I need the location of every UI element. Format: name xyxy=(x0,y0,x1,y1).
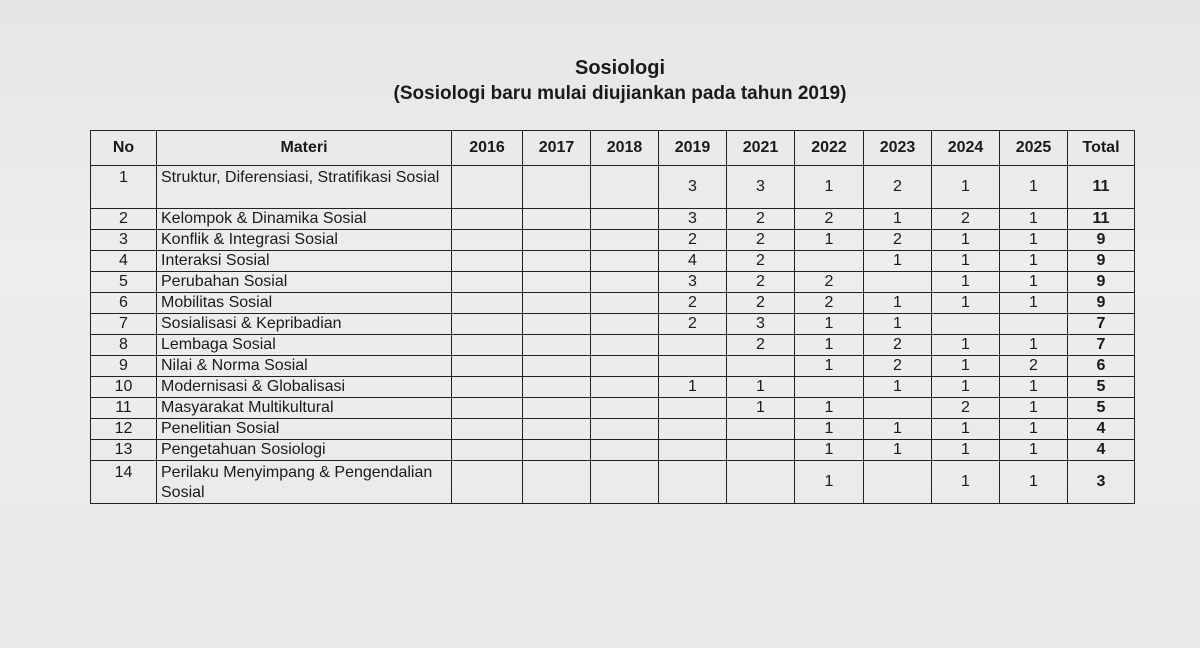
row-year-value-2025: 1 xyxy=(1000,272,1068,293)
row-total: 6 xyxy=(1068,356,1135,377)
row-year-value-2016 xyxy=(452,251,523,272)
row-year-value-2025: 1 xyxy=(1000,251,1068,272)
row-year-value-2018 xyxy=(591,230,659,251)
row-number: 10 xyxy=(91,377,157,398)
table-row xyxy=(91,335,1135,356)
row-number: 5 xyxy=(91,272,157,293)
row-year-value-2019 xyxy=(659,398,727,419)
table-row xyxy=(91,293,1135,314)
row-year-value-2022: 2 xyxy=(795,272,864,293)
row-year-value-2025: 1 xyxy=(1000,166,1068,209)
row-year-value-2018 xyxy=(591,166,659,209)
row-number: 8 xyxy=(91,335,157,356)
row-year-value-2025: 1 xyxy=(1000,398,1068,419)
row-year-value-2017 xyxy=(523,461,591,504)
row-year-value-2017 xyxy=(523,440,591,461)
page-title: Sosiologi xyxy=(575,57,665,79)
row-year-value-2018 xyxy=(591,272,659,293)
table-body xyxy=(91,166,1135,504)
row-materi: Lembaga Sosial xyxy=(157,335,452,356)
row-year-value-2016 xyxy=(452,440,523,461)
row-year-value-2022: 1 xyxy=(795,230,864,251)
row-year-value-2023: 2 xyxy=(864,356,932,377)
row-year-value-2018 xyxy=(591,440,659,461)
row-number: 6 xyxy=(91,293,157,314)
row-year-value-2024: 1 xyxy=(932,419,1000,440)
row-total: 9 xyxy=(1068,251,1135,272)
row-materi: Nilai & Norma Sosial xyxy=(157,356,452,377)
header-2016: 2016 xyxy=(452,131,523,166)
row-year-value-2023: 1 xyxy=(864,251,932,272)
row-year-value-2016 xyxy=(452,209,523,230)
header-2024: 2024 xyxy=(932,131,1000,166)
row-year-value-2022 xyxy=(795,251,864,272)
row-year-value-2023: 2 xyxy=(864,230,932,251)
row-year-value-2022: 1 xyxy=(795,314,864,335)
row-year-value-2019 xyxy=(659,356,727,377)
row-year-value-2021: 2 xyxy=(727,272,795,293)
header-materi: Materi xyxy=(157,131,452,166)
row-year-value-2023: 2 xyxy=(864,335,932,356)
row-total: 7 xyxy=(1068,314,1135,335)
row-materi: Struktur, Diferensiasi, Stratifikasi Sosial xyxy=(157,166,452,209)
row-year-value-2018 xyxy=(591,398,659,419)
table-row xyxy=(91,230,1135,251)
row-year-value-2021: 1 xyxy=(727,377,795,398)
row-materi: Pengetahuan Sosiologi xyxy=(157,440,452,461)
row-number: 12 xyxy=(91,419,157,440)
row-number: 13 xyxy=(91,440,157,461)
row-year-value-2019: 2 xyxy=(659,314,727,335)
row-year-value-2022: 1 xyxy=(795,440,864,461)
row-year-value-2025 xyxy=(1000,314,1068,335)
row-year-value-2022: 1 xyxy=(795,335,864,356)
row-materi: Sosialisasi & Kepribadian xyxy=(157,314,452,335)
row-year-value-2016 xyxy=(452,230,523,251)
row-total: 9 xyxy=(1068,230,1135,251)
row-materi: Mobilitas Sosial xyxy=(157,293,452,314)
row-year-value-2017 xyxy=(523,272,591,293)
row-year-value-2024: 1 xyxy=(932,293,1000,314)
row-year-value-2016 xyxy=(452,272,523,293)
row-year-value-2024: 1 xyxy=(932,440,1000,461)
row-year-value-2016 xyxy=(452,166,523,209)
row-year-value-2018 xyxy=(591,377,659,398)
row-year-value-2025: 1 xyxy=(1000,209,1068,230)
row-year-value-2023: 1 xyxy=(864,419,932,440)
header-2019: 2019 xyxy=(659,131,727,166)
row-year-value-2024: 1 xyxy=(932,461,1000,504)
row-materi: Masyarakat Multikultural xyxy=(157,398,452,419)
row-year-value-2022: 2 xyxy=(795,209,864,230)
row-year-value-2024: 2 xyxy=(932,209,1000,230)
row-year-value-2017 xyxy=(523,419,591,440)
row-year-value-2023 xyxy=(864,398,932,419)
row-year-value-2019: 2 xyxy=(659,230,727,251)
row-year-value-2021: 3 xyxy=(727,166,795,209)
row-number: 2 xyxy=(91,209,157,230)
row-year-value-2017 xyxy=(523,293,591,314)
row-year-value-2016 xyxy=(452,356,523,377)
row-year-value-2024: 1 xyxy=(932,335,1000,356)
row-materi: Modernisasi & Globalisasi xyxy=(157,377,452,398)
row-year-value-2024: 1 xyxy=(932,377,1000,398)
row-year-value-2016 xyxy=(452,398,523,419)
table-row xyxy=(91,314,1135,335)
row-year-value-2023: 1 xyxy=(864,293,932,314)
row-year-value-2023 xyxy=(864,272,932,293)
row-year-value-2022 xyxy=(795,377,864,398)
row-year-value-2023: 1 xyxy=(864,440,932,461)
row-year-value-2021: 2 xyxy=(727,230,795,251)
row-year-value-2022: 2 xyxy=(795,293,864,314)
row-year-value-2025: 1 xyxy=(1000,419,1068,440)
page-subtitle: (Sosiologi baru mulai diujiankan pada tahun 2019) xyxy=(393,83,847,104)
table-row xyxy=(91,377,1135,398)
row-number: 14 xyxy=(91,461,157,504)
table-row xyxy=(91,272,1135,293)
row-total: 5 xyxy=(1068,377,1135,398)
row-year-value-2019: 3 xyxy=(659,272,727,293)
row-year-value-2017 xyxy=(523,166,591,209)
row-year-value-2022: 1 xyxy=(795,356,864,377)
row-year-value-2023: 1 xyxy=(864,377,932,398)
row-year-value-2021: 2 xyxy=(727,251,795,272)
header-2018: 2018 xyxy=(591,131,659,166)
row-year-value-2022: 1 xyxy=(795,461,864,504)
row-year-value-2017 xyxy=(523,209,591,230)
row-year-value-2023 xyxy=(864,461,932,504)
row-year-value-2021 xyxy=(727,461,795,504)
row-year-value-2024: 1 xyxy=(932,251,1000,272)
row-year-value-2016 xyxy=(452,419,523,440)
row-year-value-2019 xyxy=(659,419,727,440)
row-year-value-2016 xyxy=(452,293,523,314)
row-year-value-2022: 1 xyxy=(795,166,864,209)
row-year-value-2017 xyxy=(523,356,591,377)
row-year-value-2022: 1 xyxy=(795,398,864,419)
row-total: 7 xyxy=(1068,335,1135,356)
row-number: 11 xyxy=(91,398,157,419)
row-year-value-2016 xyxy=(452,461,523,504)
exam-topics-table xyxy=(90,130,1135,504)
row-year-value-2021 xyxy=(727,419,795,440)
header-2017: 2017 xyxy=(523,131,591,166)
table-row xyxy=(91,440,1135,461)
row-year-value-2019 xyxy=(659,461,727,504)
row-year-value-2017 xyxy=(523,314,591,335)
row-year-value-2018 xyxy=(591,419,659,440)
row-total: 11 xyxy=(1068,166,1135,209)
row-year-value-2018 xyxy=(591,461,659,504)
table-row xyxy=(91,419,1135,440)
row-total: 4 xyxy=(1068,419,1135,440)
row-year-value-2017 xyxy=(523,377,591,398)
row-materi: Penelitian Sosial xyxy=(157,419,452,440)
row-total: 5 xyxy=(1068,398,1135,419)
row-number: 1 xyxy=(91,166,157,209)
table-row xyxy=(91,251,1135,272)
row-number: 4 xyxy=(91,251,157,272)
table-row xyxy=(91,209,1135,230)
row-materi: Perubahan Sosial xyxy=(157,272,452,293)
row-year-value-2025: 1 xyxy=(1000,377,1068,398)
row-year-value-2016 xyxy=(452,335,523,356)
row-year-value-2025: 1 xyxy=(1000,293,1068,314)
row-materi: Interaksi Sosial xyxy=(157,251,452,272)
row-year-value-2017 xyxy=(523,335,591,356)
header-no: No xyxy=(91,131,157,166)
row-materi: Perilaku Menyimpang & Pengendalian Sosial xyxy=(157,461,452,504)
row-year-value-2018 xyxy=(591,293,659,314)
row-year-value-2019 xyxy=(659,335,727,356)
row-materi: Konflik & Integrasi Sosial xyxy=(157,230,452,251)
row-year-value-2017 xyxy=(523,230,591,251)
row-materi: Kelompok & Dinamika Sosial xyxy=(157,209,452,230)
row-year-value-2024: 1 xyxy=(932,272,1000,293)
row-year-value-2019 xyxy=(659,440,727,461)
row-total: 9 xyxy=(1068,272,1135,293)
row-year-value-2021 xyxy=(727,440,795,461)
row-year-value-2025: 1 xyxy=(1000,461,1068,504)
header-total: Total xyxy=(1068,131,1135,166)
row-year-value-2025: 2 xyxy=(1000,356,1068,377)
row-total: 9 xyxy=(1068,293,1135,314)
row-year-value-2019: 2 xyxy=(659,293,727,314)
row-year-value-2017 xyxy=(523,398,591,419)
row-year-value-2018 xyxy=(591,356,659,377)
row-year-value-2021: 1 xyxy=(727,398,795,419)
row-year-value-2025: 1 xyxy=(1000,440,1068,461)
row-year-value-2024 xyxy=(932,314,1000,335)
row-total: 4 xyxy=(1068,440,1135,461)
row-year-value-2024: 1 xyxy=(932,230,1000,251)
row-year-value-2021 xyxy=(727,356,795,377)
row-year-value-2019: 4 xyxy=(659,251,727,272)
row-year-value-2023: 1 xyxy=(864,209,932,230)
row-year-value-2021: 2 xyxy=(727,293,795,314)
title-block xyxy=(0,55,1200,107)
row-year-value-2019: 3 xyxy=(659,166,727,209)
row-year-value-2022: 1 xyxy=(795,419,864,440)
row-number: 9 xyxy=(91,356,157,377)
header-2022: 2022 xyxy=(795,131,864,166)
table-row xyxy=(91,356,1135,377)
row-total: 11 xyxy=(1068,209,1135,230)
row-year-value-2016 xyxy=(452,377,523,398)
table-row xyxy=(91,461,1135,504)
row-year-value-2023: 2 xyxy=(864,166,932,209)
row-year-value-2019: 3 xyxy=(659,209,727,230)
header-2025: 2025 xyxy=(1000,131,1068,166)
row-year-value-2017 xyxy=(523,251,591,272)
row-number: 7 xyxy=(91,314,157,335)
table-header-row xyxy=(91,131,1135,166)
row-year-value-2018 xyxy=(591,314,659,335)
row-year-value-2019: 1 xyxy=(659,377,727,398)
row-year-value-2018 xyxy=(591,209,659,230)
header-2023: 2023 xyxy=(864,131,932,166)
row-year-value-2021: 2 xyxy=(727,209,795,230)
row-year-value-2018 xyxy=(591,251,659,272)
header-2021: 2021 xyxy=(727,131,795,166)
row-year-value-2024: 2 xyxy=(932,398,1000,419)
row-year-value-2021: 3 xyxy=(727,314,795,335)
row-year-value-2024: 1 xyxy=(932,166,1000,209)
row-year-value-2023: 1 xyxy=(864,314,932,335)
row-year-value-2025: 1 xyxy=(1000,335,1068,356)
row-year-value-2016 xyxy=(452,314,523,335)
row-year-value-2018 xyxy=(591,335,659,356)
row-total: 3 xyxy=(1068,461,1135,504)
table-row xyxy=(91,166,1135,209)
row-year-value-2025: 1 xyxy=(1000,230,1068,251)
row-number: 3 xyxy=(91,230,157,251)
table-row xyxy=(91,398,1135,419)
row-year-value-2021: 2 xyxy=(727,335,795,356)
row-year-value-2024: 1 xyxy=(932,356,1000,377)
